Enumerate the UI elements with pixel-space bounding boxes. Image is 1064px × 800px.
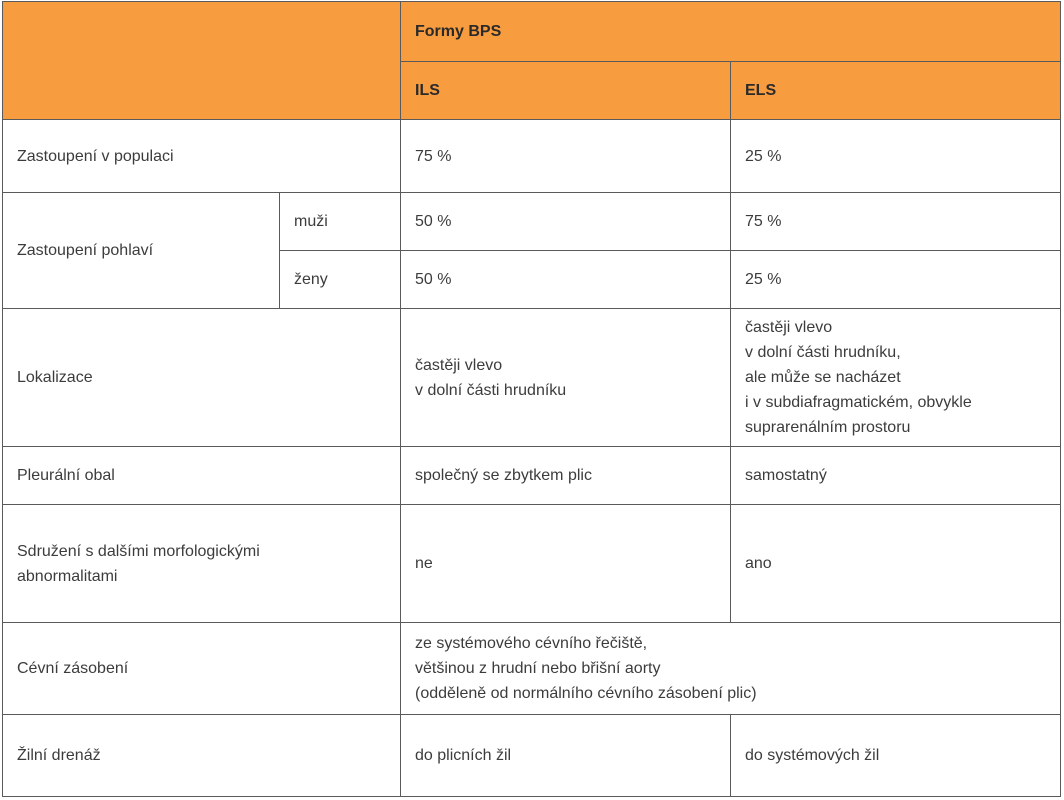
text-line: ale může se nacházet: [745, 369, 901, 386]
text-line: (odděleně od normálního cévního zásobení plic): [415, 685, 757, 702]
cell-localization-ils: [401, 309, 731, 447]
row-label-localization: Lokalizace: [3, 309, 401, 447]
table-row: [3, 447, 1061, 505]
row-label-pleura: Pleurální obal: [3, 447, 401, 505]
cell-women-els: 25 %: [731, 251, 1061, 309]
cell-pleura-ils: společný se zbytkem plic: [401, 447, 731, 505]
table-row: [3, 623, 1061, 715]
row-label-vascular: Cévní zásobení: [3, 623, 401, 715]
table-row: [3, 120, 1061, 193]
cell-population-els: 25 %: [731, 120, 1061, 193]
text-line: častěji vlevo: [745, 319, 833, 336]
cell-drainage-ils: do plicních žil: [401, 715, 731, 797]
row-label-drainage: Žilní drenáž: [3, 715, 401, 797]
cell-population-ils: 75 %: [401, 120, 731, 193]
cell-association-els: ano: [731, 505, 1061, 623]
sublabel-men: muži: [280, 193, 401, 251]
bps-forms-table: [2, 1, 1061, 797]
header-row-group: [3, 2, 1061, 62]
header-ils: ILS: [401, 62, 731, 120]
header-formy-bps: Formy BPS: [401, 2, 1061, 62]
row-label-population: Zastoupení v populaci: [3, 120, 401, 193]
header-empty-cell: [3, 2, 401, 120]
cell-association-ils: ne: [401, 505, 731, 623]
cell-women-ils: 50 %: [401, 251, 731, 309]
text-line: i v subdiafragmatickém, obvykle: [745, 394, 972, 411]
sublabel-women: ženy: [280, 251, 401, 309]
cell-vascular: [401, 623, 1061, 715]
text-line: Sdružení s dalšími morfologickými: [17, 542, 260, 560]
row-label-sex: Zastoupení pohlaví: [3, 193, 280, 309]
text-line: v dolní části hrudníku,: [745, 344, 901, 361]
header-els: ELS: [731, 62, 1061, 120]
row-label-association: [3, 505, 401, 623]
text-line: většinou z hrudní nebo břišní aorty: [415, 660, 661, 677]
cell-localization-els: [731, 309, 1061, 447]
text-line: častěji vlevo: [415, 356, 503, 374]
text-line: suprarenálním prostoru: [745, 419, 911, 436]
cell-men-ils: 50 %: [401, 193, 731, 251]
cell-drainage-els: do systémových žil: [731, 715, 1061, 797]
text-line: abnormalitami: [17, 567, 118, 585]
table-row: [3, 505, 1061, 623]
table-row: [3, 193, 1061, 251]
cell-men-els: 75 %: [731, 193, 1061, 251]
table-row: [3, 309, 1061, 447]
text-line: ze systémového cévního řečiště,: [415, 635, 648, 652]
table-row: [3, 715, 1061, 797]
cell-pleura-els: samostatný: [731, 447, 1061, 505]
text-line: v dolní části hrudníku: [415, 381, 567, 399]
